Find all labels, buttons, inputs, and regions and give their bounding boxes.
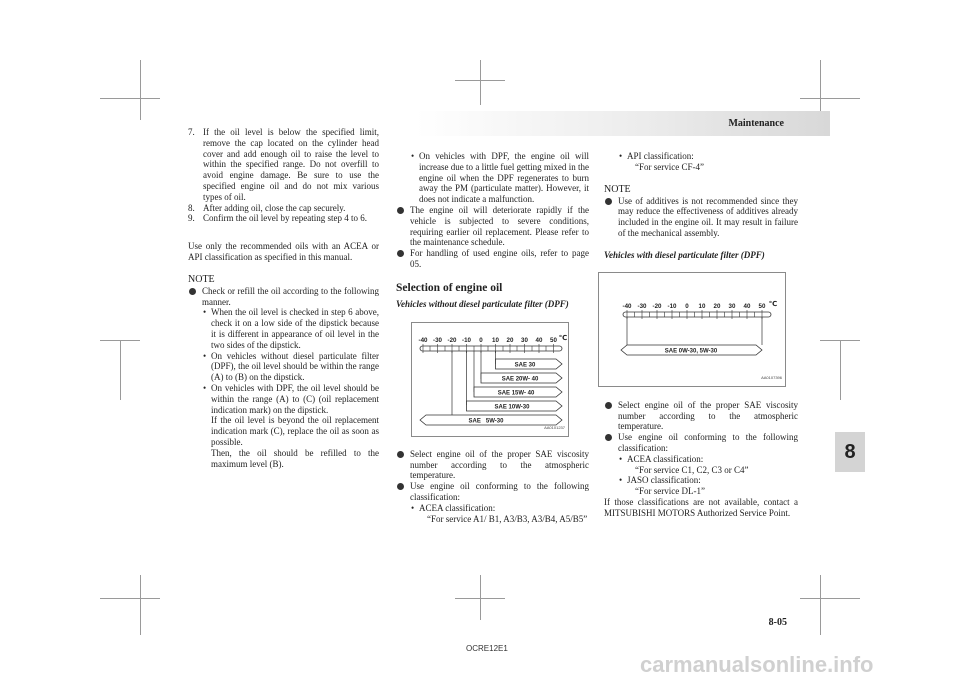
- crop-mark: [840, 340, 841, 400]
- page-header-title: Maintenance: [728, 118, 784, 129]
- viscosity-chart-without-dpf: [411, 322, 569, 437]
- sub-bullet-icon: •: [411, 151, 415, 161]
- step-number: 8.: [188, 202, 195, 213]
- classification-value: “For service DL-1”: [635, 486, 705, 497]
- temperature-tick-label: 20: [506, 336, 514, 344]
- bullet-icon: [397, 250, 404, 257]
- temperature-tick-label: 0: [479, 336, 483, 344]
- crop-mark: [140, 575, 141, 635]
- viscosity-chart-with-dpf: [598, 272, 786, 387]
- sub-bullet-icon: •: [203, 350, 207, 361]
- temperature-tick-label: 40: [535, 336, 543, 344]
- temperature-tick-label: 50: [758, 302, 766, 310]
- figure-code: AA0107396: [761, 374, 782, 380]
- sub-item-continuation: If the oil level is beyond the oil replacement indication mark (C), replace the oil as soon as possible.: [211, 415, 379, 447]
- crop-mark: [800, 98, 860, 99]
- crop-mark: [480, 60, 481, 105]
- classification-label: API classification:: [627, 151, 694, 161]
- sub-item-continuation: Then, the oil should be refilled to the maximum level (B).: [211, 447, 379, 469]
- closing-paragraph: If those classifications are not available, contact a MITSUBISHI MOTORS Authorized Service Point.: [604, 496, 798, 518]
- temperature-tick-label: 20: [713, 302, 721, 310]
- subsection-heading: Vehicles with diesel particulate filter (DPF): [604, 249, 765, 260]
- bullet-icon: [605, 402, 612, 409]
- step-8: [188, 203, 379, 214]
- recommended-oils-paragraph: Use only the recommended oils with an ACEA or API classification as specified in this manual.: [188, 241, 379, 262]
- site-watermark: carmanualsonline.info: [640, 652, 874, 677]
- note-bullet-text: Use of additives is not recommended since they may reduce the effectiveness of additives already included in the engine oil. It may result in failure of the mechanical assembly.: [618, 195, 798, 238]
- step-text: If the oil level is below the specified limit, remove the cap located on the cylinder head cover and add enough oil to raise the level to within the specified range. Do not overfill to avoid engine damage. Be sure to use the specified engine oil and do not mix various types of oil.: [203, 127, 379, 202]
- note-bullet-text: For handling of used engine oils, refer to page 05.: [410, 248, 589, 269]
- bullet-icon: [605, 198, 612, 205]
- temperature-tick-label: -10: [667, 302, 677, 310]
- crop-mark: [820, 575, 821, 635]
- viscosity-grade-label: SAE 20W- 40: [501, 376, 539, 383]
- temperature-tick-label: 0: [685, 302, 689, 310]
- crop-mark: [455, 80, 505, 81]
- crop-mark: [800, 598, 860, 599]
- sub-item-text: On vehicles with DPF, the engine oil will increase due to a little fuel getting mixed in the engine oil when the DPF regenerates to burn away the PM (particulate matter). However, it does not indicate a malfunction.: [419, 151, 589, 205]
- sub-bullet-icon: •: [203, 382, 207, 393]
- crop-mark: [120, 340, 121, 400]
- step-7: [188, 127, 379, 203]
- crop-mark: [820, 340, 860, 341]
- classification-label: ACEA classification:: [419, 502, 496, 513]
- page-number: 8-05: [768, 617, 787, 628]
- temperature-tick-label: 10: [698, 302, 706, 310]
- chapter-tab[interactable]: 8: [835, 432, 865, 472]
- note-bullet-text: Use engine oil conforming to the following classification:: [618, 432, 798, 453]
- temperature-tick-label: 40: [743, 302, 751, 310]
- note-bullet: [188, 286, 379, 308]
- viscosity-grade-label: SAE 30: [514, 362, 536, 369]
- column-left: [188, 127, 379, 469]
- figure-code: AA0101237: [544, 424, 565, 430]
- note-sub-item: [188, 383, 379, 415]
- classification-item: [604, 475, 798, 486]
- bullet-icon: [397, 207, 404, 214]
- step-number: 7.: [188, 127, 195, 137]
- step-9: [188, 213, 379, 224]
- classification-value: “For service A1/ B1, A3/B3, A3/B4, A5/B5”: [427, 513, 588, 524]
- crop-mark: [100, 340, 140, 341]
- crop-mark: [140, 60, 141, 120]
- note-title: NOTE: [188, 273, 215, 285]
- note-bullet: [604, 400, 798, 432]
- note-bullet: [396, 449, 589, 481]
- viscosity-chart-graphic: [412, 323, 568, 436]
- classification-label: JASO classification:: [627, 475, 701, 486]
- viscosity-grade-label: SAE 15W- 40: [497, 390, 535, 397]
- temperature-tick-label: -30: [433, 336, 442, 344]
- bullet-icon: [189, 288, 196, 295]
- note-title: NOTE: [604, 183, 631, 195]
- note-bullet: [396, 248, 589, 270]
- crop-mark: [100, 598, 160, 599]
- step-text: Confirm the oil level by repeating step 4 to 6.: [203, 213, 367, 224]
- note-sub-item: [188, 351, 379, 383]
- classification-item: [396, 503, 589, 514]
- temperature-unit: ℃: [558, 334, 568, 342]
- classification-label: ACEA classification:: [627, 453, 704, 464]
- bullet-icon: [397, 451, 404, 458]
- temperature-tick-label: -40: [622, 302, 632, 310]
- step-text: After adding oil, close the cap securely.: [203, 202, 346, 213]
- crop-mark: [100, 98, 160, 99]
- viscosity-grade-label: SAE 5W-30: [468, 418, 504, 425]
- note-bullet-text: Check or refill the oil according to the following manner.: [202, 285, 379, 307]
- classification-item: [604, 151, 798, 162]
- sub-bullet-icon: •: [619, 453, 623, 464]
- sub-bullet-icon: •: [619, 151, 623, 161]
- viscosity-grade-label: SAE 0W-30, 5W-30: [664, 348, 718, 355]
- sub-item-text: When the oil level is checked in step 6 above, check it on a low side of the dipstick because it is different in appearance of oil level in the two sides of the dipstick.: [211, 307, 379, 350]
- sub-item-text: On vehicles without diesel particulate filter (DPF), the oil level should be within the range (A) to (B) on the dipstick.: [211, 350, 379, 383]
- temperature-tick-label: 10: [492, 336, 499, 344]
- note-bullet-text: The engine oil will deteriorate rapidly if the vehicle is subjected to severe conditions, requiring earlier oil replacement. Please refer to the maintenance schedule.: [410, 204, 589, 248]
- document-code: OCRE12E1: [466, 644, 508, 653]
- temperature-tick-label: 50: [550, 336, 557, 344]
- classification-item: [604, 454, 798, 465]
- temperature-tick-label: 30: [728, 302, 736, 310]
- note-bullet: [396, 205, 589, 248]
- note-bullet: [604, 432, 798, 454]
- section-title: Selection of engine oil: [396, 281, 503, 294]
- note-bullet-text: Select engine oil of the proper SAE viscosity number according to the atmospheric temperature.: [618, 399, 798, 432]
- sub-bullet-icon: •: [619, 475, 623, 486]
- classification-value: “For service CF-4”: [635, 161, 704, 172]
- bullet-icon: [605, 434, 612, 441]
- temperature-tick-label: -20: [447, 336, 457, 344]
- column-right: [604, 151, 798, 519]
- note-sub-item: [188, 307, 379, 350]
- subsection-heading: Vehicles without diesel particulate filter (DPF): [396, 298, 569, 309]
- crop-mark: [455, 598, 505, 599]
- temperature-unit: ℃: [768, 300, 778, 308]
- column-middle: [396, 151, 589, 524]
- bullet-icon: [397, 483, 404, 490]
- viscosity-grade-label: SAE 10W-30: [494, 404, 530, 411]
- temperature-tick-label: -40: [418, 336, 428, 344]
- note-bullet: [604, 196, 798, 239]
- note-sub-item: [396, 151, 589, 205]
- sub-bullet-icon: •: [203, 307, 207, 318]
- classification-value: “For service C1, C2, C3 or C4”: [635, 464, 749, 475]
- note-bullet-text: Select engine oil of the proper SAE viscosity number according to the atmospheric temperature.: [410, 448, 589, 481]
- sub-item-text: On vehicles with DPF, the oil level should be within the range (A) to (C) (oil replacement indication mark) on the dipstick.: [211, 382, 379, 415]
- note-bullet: [396, 481, 589, 503]
- temperature-tick-label: -30: [637, 302, 647, 310]
- temperature-tick-label: -20: [652, 302, 662, 310]
- viscosity-chart-graphic: [599, 273, 785, 386]
- sub-bullet-icon: •: [411, 502, 415, 513]
- temperature-tick-label: 30: [521, 336, 528, 344]
- note-bullet-text: Use engine oil conforming to the following classification:: [410, 481, 589, 502]
- temperature-tick-label: -10: [462, 336, 471, 344]
- step-number: 9.: [188, 213, 195, 224]
